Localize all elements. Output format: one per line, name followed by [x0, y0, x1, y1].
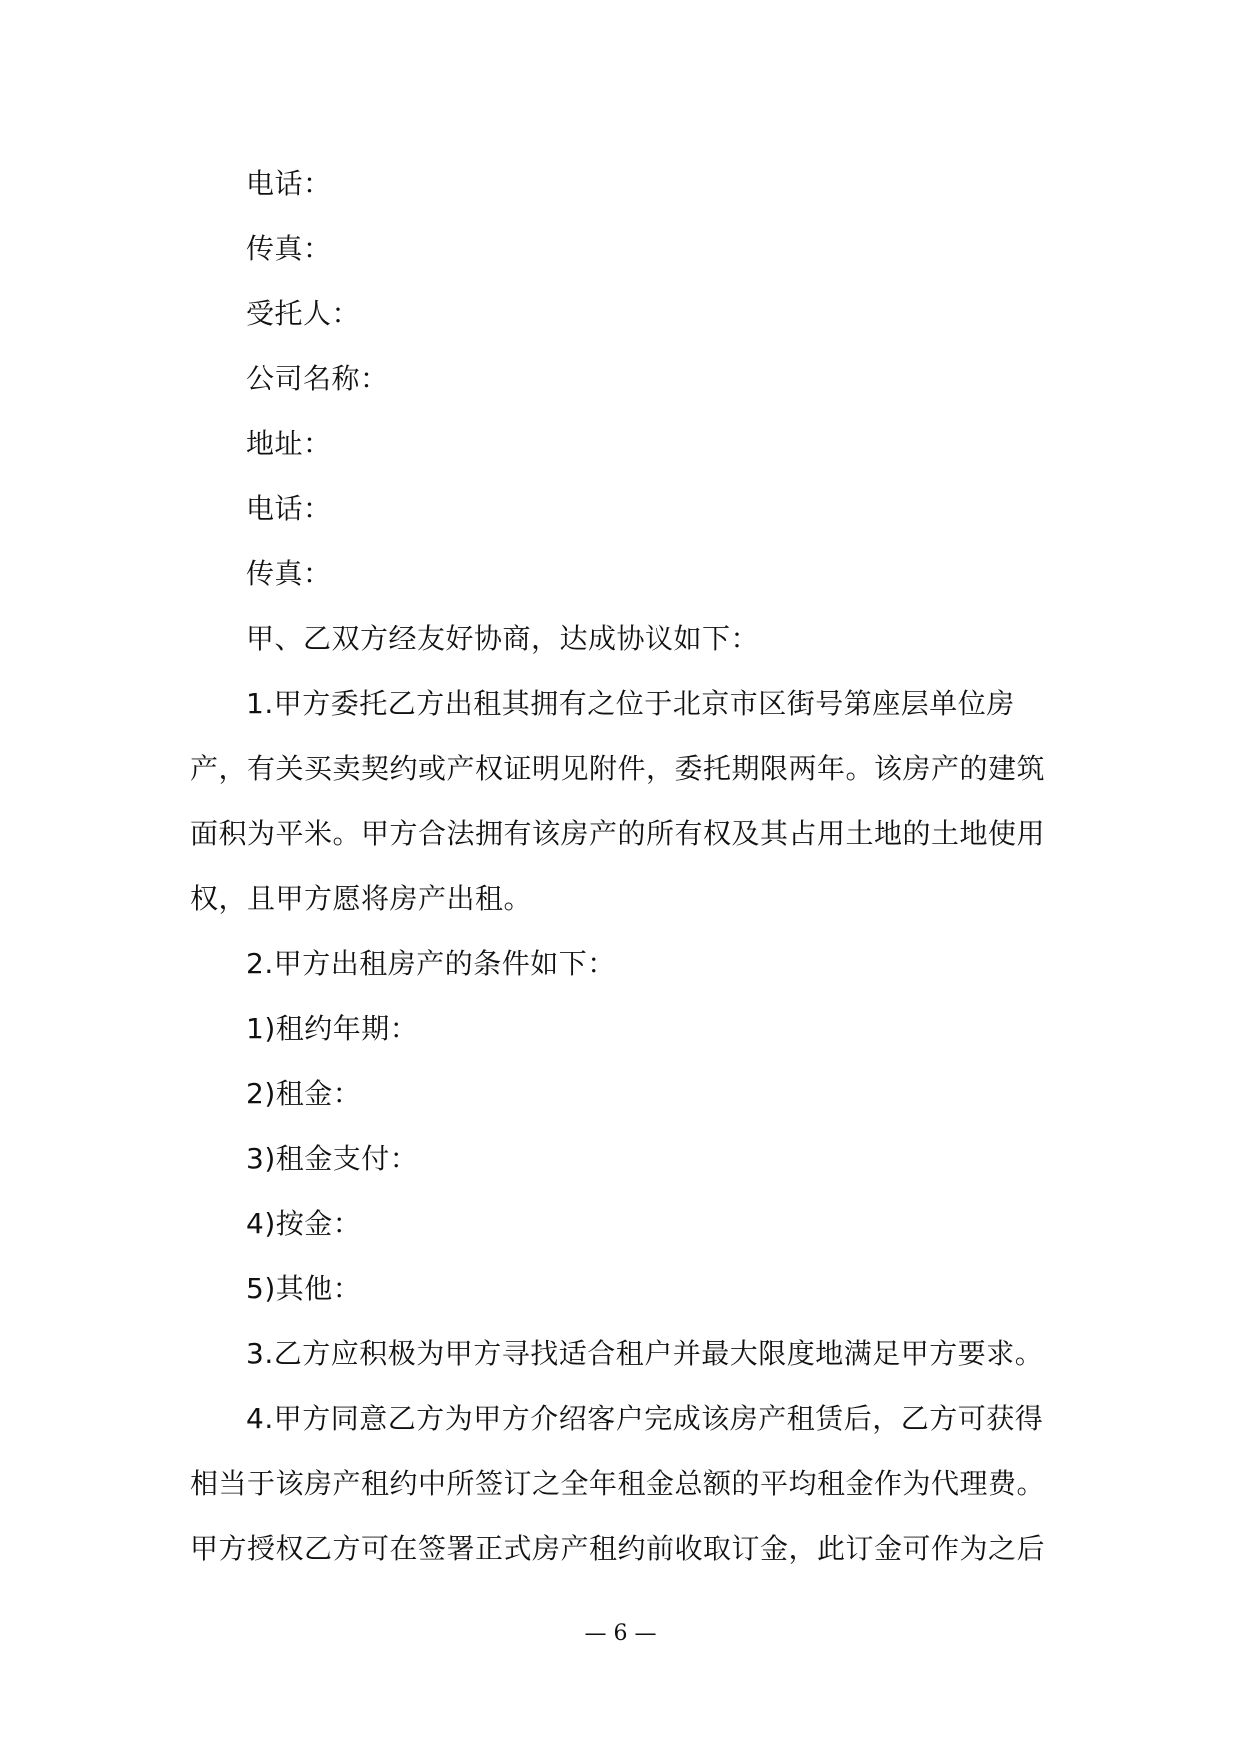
- clause-3: 3.乙方应积极为甲方寻找适合租户并最大限度地满足甲方要求。: [246, 1337, 1044, 1370]
- clause-1-line-4: 权，且甲方愿将房产出租。: [190, 882, 533, 915]
- clause-2-item-2: 2)租金：: [246, 1077, 362, 1110]
- clause-1-line-1: 1.甲方委托乙方出租其拥有之位于北京市区街号第座层单位房: [246, 687, 1015, 720]
- clause-4-line-3: 甲方授权乙方可在签署正式房产租约前收取订金，此订金可作为之后: [190, 1532, 1046, 1565]
- clause-1-line-2: 产，有关买卖契约或产权证明见附件，委托期限两年。该房产的建筑: [190, 752, 1046, 785]
- clause-2-item-3: 3)租金支付：: [246, 1142, 419, 1175]
- clause-2-item-1: 1)租约年期：: [246, 1012, 419, 1045]
- clause-4-line-2: 相当于该房产租约中所签订之全年租金总额的平均租金作为代理费。: [190, 1467, 1046, 1500]
- page-number: — 6 —: [584, 1621, 657, 1646]
- clause-4-line-1: 4.甲方同意乙方为甲方介绍客户完成该房产租赁后，乙方可获得: [246, 1402, 1044, 1435]
- field-phone-1: 电话：: [246, 167, 332, 200]
- clause-2-item-4: 4)按金：: [246, 1207, 362, 1240]
- agreement-intro: 甲、乙双方经友好协商，达成协议如下：: [246, 622, 760, 655]
- field-address: 地址：: [246, 427, 332, 460]
- field-company-name: 公司名称：: [246, 362, 389, 395]
- field-fax-2: 传真：: [246, 557, 332, 590]
- clause-2-item-5: 5)其他：: [246, 1272, 362, 1305]
- field-trustee: 受托人：: [246, 297, 361, 330]
- clause-1-line-3: 面积为平米。甲方合法拥有该房产的所有权及其占用土地的土地使用: [190, 817, 1046, 850]
- field-fax-1: 传真：: [246, 232, 332, 265]
- field-phone-2: 电话：: [246, 492, 332, 525]
- clause-2-heading: 2.甲方出租房产的条件如下：: [246, 947, 616, 980]
